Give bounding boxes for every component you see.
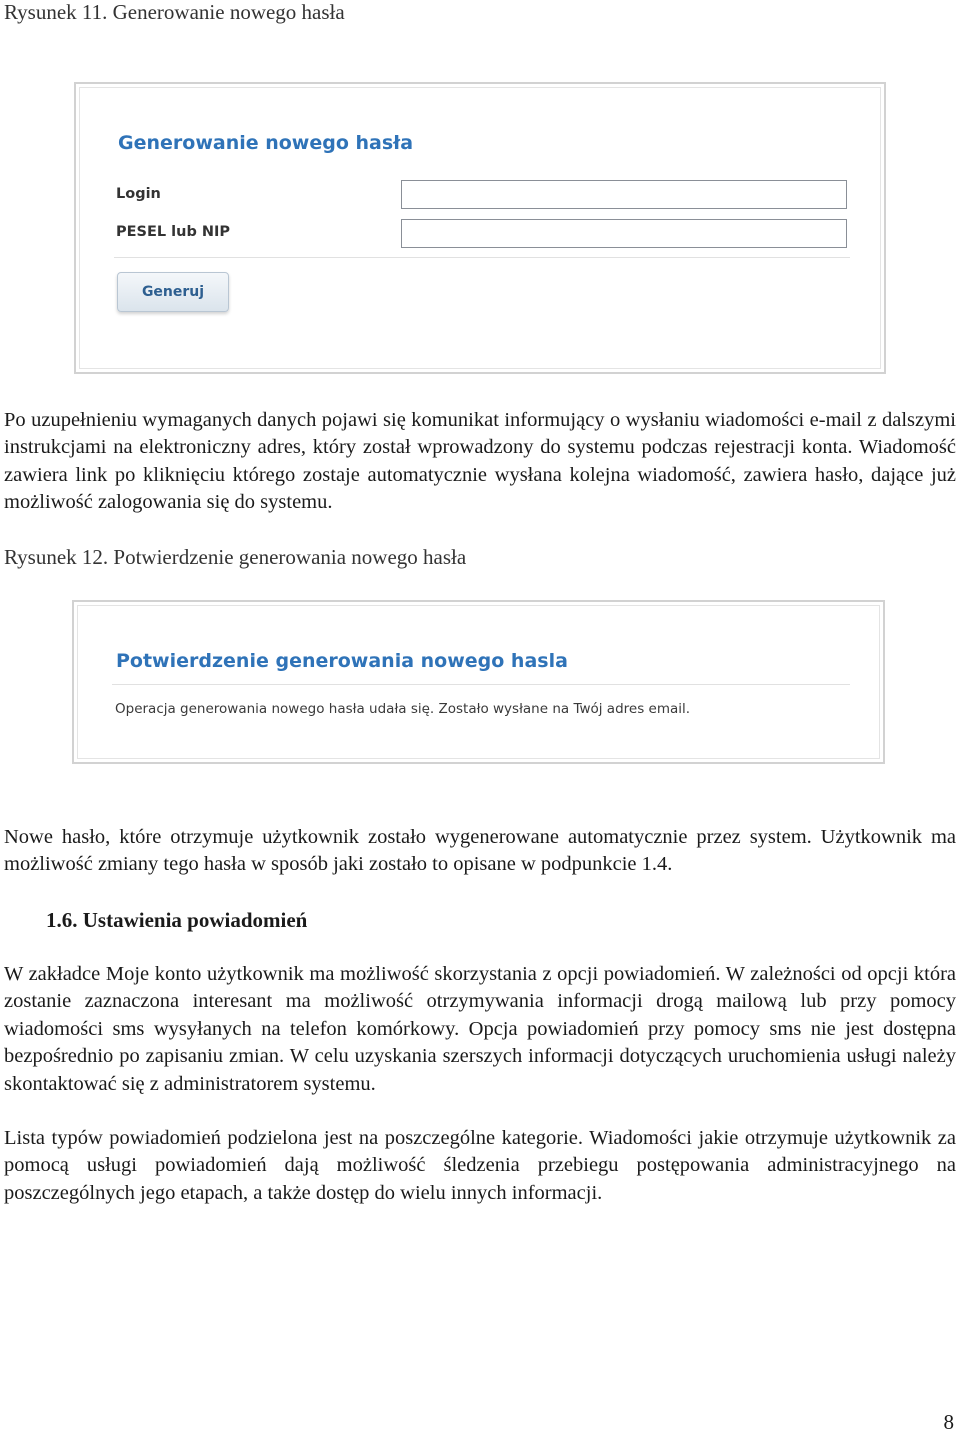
pesel-nip-label: PESEL lub NIP <box>116 224 231 240</box>
generate-password-title: Generowanie nowego hasła <box>118 132 414 154</box>
login-label: Login <box>116 186 161 202</box>
confirmation-title: Potwierdzenie generowania nowego hasla <box>116 650 568 672</box>
section-heading: 1.6. Ustawienia powiadomień <box>46 908 308 932</box>
figure-11-caption: Rysunek 11. Generowanie nowego hasła <box>4 0 345 24</box>
generate-button[interactable]: Generuj <box>117 272 229 312</box>
page-number: 8 <box>943 1410 954 1434</box>
paragraph-notification-types: Lista typów powiadomień podzielona jest na poszczególne kategorie. Wiadomości jakie otrzymuje użytkownik za pomocą usługi powiadomień dają możliwość śledzenia przebiegu postępowania administracyjnego na poszczególnych jego etapach, a także dostęp do wielu innych informacji. <box>4 1127 956 1204</box>
login-input[interactable] <box>401 180 847 209</box>
confirmation-message: Operacja generowania nowego hasła udała się. Zostało wysłane na Twój adres email. <box>115 701 691 717</box>
figure-12-caption: Rysunek 12. Potwierdzenie generowania nowego hasła <box>4 545 467 569</box>
form-divider <box>114 257 850 258</box>
confirmation-divider <box>112 684 850 685</box>
paragraph-email-notice: Po uzupełnieniu wymaganych danych pojawi się komunikat informujący o wysłaniu wiadomości e-mail z dalszymi instrukcjami na elektroniczny adres, który został wprowadzony do systemu podczas rejestracji konta. Wiadomość zawiera link po kliknięciu którego zostaje automatycznie wysłana kolejna wiadomość, zawiera hasło, dające już możliwość zalogowania się do systemu. <box>4 409 956 514</box>
paragraph-notification-settings: W zakładce Moje konto użytkownik ma możliwość skorzystania z opcji powiadomień. W zależności od opcji która zostanie zaznaczona interesant ma możliwość otrzymywania informacji drogą mailową lub przy pomocy wiadomości sms wysyłanych na telefon komórkowy. Opcja powiadomień przy pomocy sms nie jest dostępna bezpośrednio po zapisaniu zmian. W celu uzyskania szerszych informacji dotyczących uruchomienia usługi należy skontaktować się z administratorem systemu. <box>4 963 956 1095</box>
generate-password-panel <box>74 82 886 374</box>
confirmation-panel <box>72 600 885 764</box>
paragraph-new-password: Nowe hasło, które otrzymuje użytkownik zostało wygenerowane automatycznie przez system. Użytkownik ma możliwość zmiany tego hasła w sposób jaki zostało to opisane w podpunkcie 1.4. <box>4 826 956 876</box>
pesel-nip-input[interactable] <box>401 219 847 248</box>
